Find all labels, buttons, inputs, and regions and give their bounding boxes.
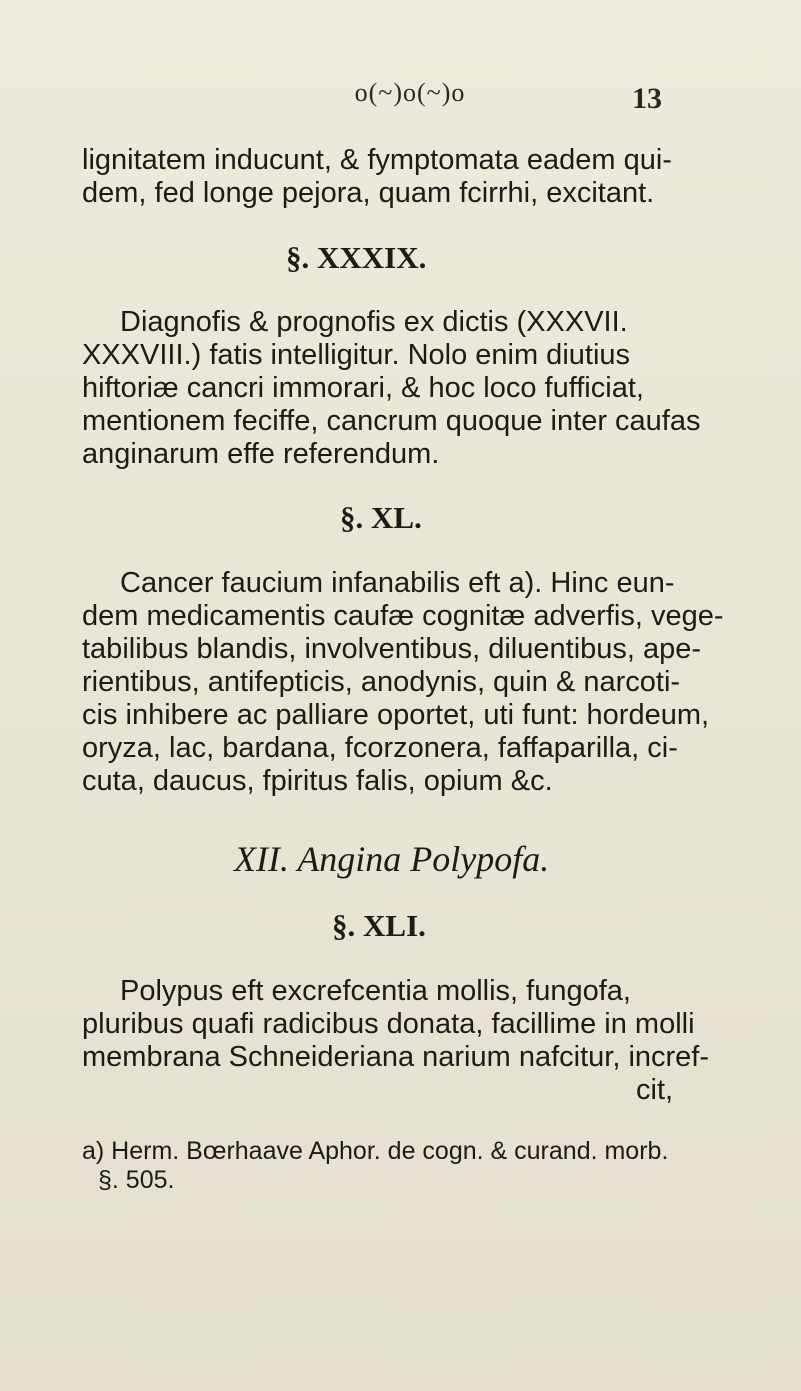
- text-line: cuta, daucus, fpiritus falis, opium &c.: [82, 765, 553, 797]
- text-line: dem, fed longe pejora, quam fcirrhi, excitant.: [82, 177, 655, 209]
- text-line: Cancer faucium infanabilis eft a). Hinc eun-: [120, 567, 675, 599]
- text-line: dem medicamentis caufæ cognitæ adverfis, vege-: [82, 600, 724, 632]
- text-line: mentionem feciffe, cancrum quoque inter caufas: [82, 405, 701, 437]
- footnote-line: a) Herm. Bœrhaave Aphor. de cogn. & curand. morb.: [82, 1137, 669, 1165]
- text-line: tabilibus blandis, involventibus, diluentibus, ape-: [82, 633, 702, 665]
- text-line: Diagnofis & prognofis ex dictis (XXXVII.: [120, 306, 628, 338]
- text-line: cit,: [636, 1074, 674, 1106]
- text-line: lignitatem inducunt, & fymptomata eadem qui-: [82, 144, 672, 176]
- text-line: pluribus quafi radicibus donata, facillime in molli: [82, 1008, 695, 1040]
- text-line: anginarum effe referendum.: [82, 438, 440, 470]
- section-heading: §. XL.: [340, 500, 422, 535]
- text-line: hiftoriæ cancri immorari, & hoc loco fufficiat,: [82, 372, 644, 404]
- text-line: XXXVIII.) fatis intelligitur. Nolo enim diutius: [82, 339, 631, 371]
- footnote-line: §. 505.: [98, 1166, 175, 1194]
- header-ornament: o(~)o(~)o: [354, 78, 466, 107]
- text-line: rientibus, antifepticis, anodynis, quin & narcoti-: [82, 666, 681, 698]
- text-line: oryza, lac, bardana, fcorzonera, faffaparilla, ci-: [82, 732, 678, 764]
- section-heading: §. XXXIX.: [286, 240, 427, 275]
- section-heading: §. XLI.: [332, 908, 426, 943]
- text-line: cis inhibere ac palliare oportet, uti funt: hordeum,: [82, 699, 710, 731]
- page-number: 13: [632, 82, 662, 115]
- text-line: Polypus eft excrefcentia mollis, fungofa,: [120, 975, 631, 1007]
- chapter-title: XII. Angina Polypofa.: [234, 839, 550, 879]
- text-line: membrana Schneideriana narium nafcitur, incref-: [82, 1041, 710, 1073]
